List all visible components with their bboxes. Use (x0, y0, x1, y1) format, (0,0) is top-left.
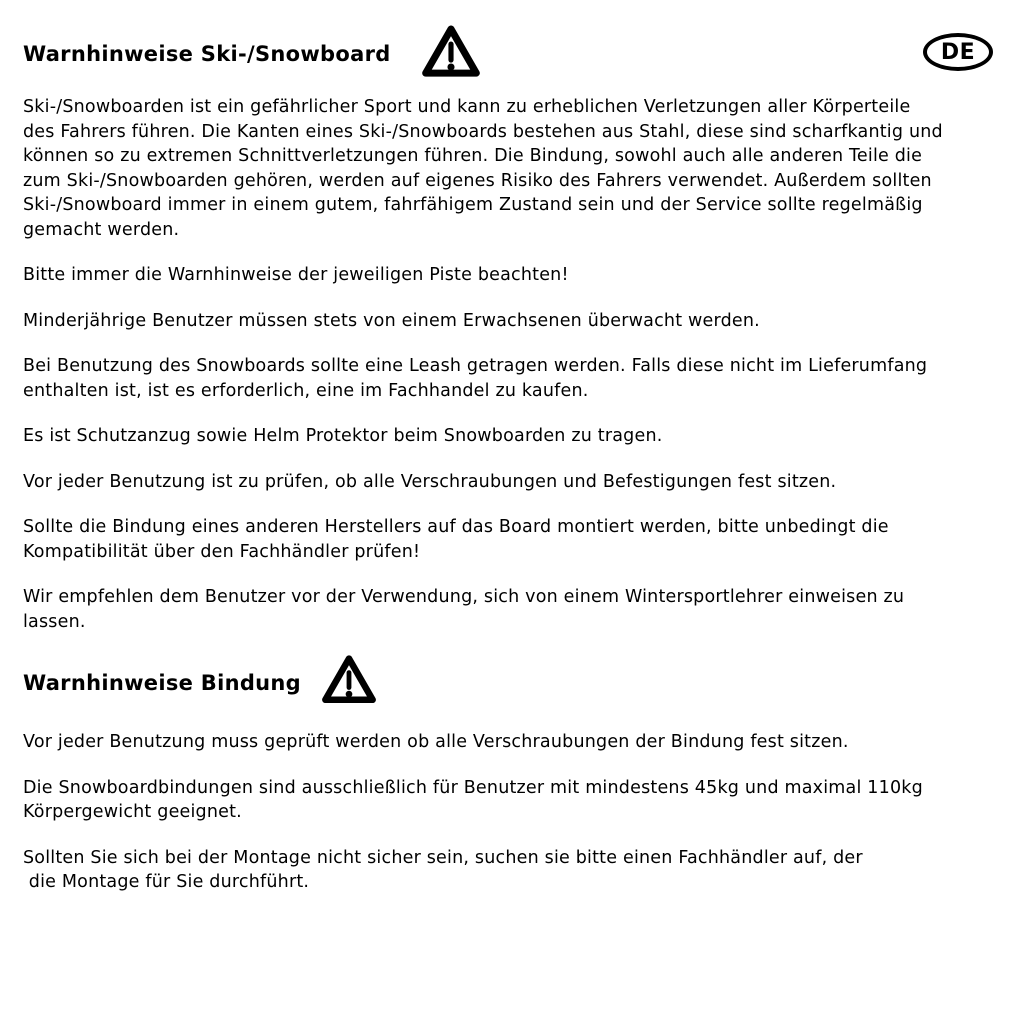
text-line: Bitte immer die Warnhinweise der jeweiligen Piste beachten! (23, 265, 569, 285)
text-line: zum Ski-/Snowboarden gehören, werden auf eigenes Risiko des Fahrers verwendet. Außerdem sollten (23, 170, 932, 191)
text-line: des Fahrers führen. Die Kanten eines Ski-/Snowboards bestehen aus Stahl, diese sind scharfkantig und (23, 121, 943, 142)
text-line: enthalten ist, ist es erforderlich, eine im Fachhandel zu kaufen. (23, 380, 589, 401)
section-ski-snowboard-heading-row (23, 25, 1004, 83)
section-bindung-body (23, 730, 1004, 895)
text-line: Sollte die Bindung eines anderen Herstellers auf das Board montiert werden, bitte unbedingt die (23, 517, 889, 537)
text-line: Vor jeder Benutzung ist zu prüfen, ob alle Verschraubungen und Befestigungen fest sitzen. (23, 471, 837, 492)
text-line: Es ist Schutzanzug sowie Helm Protektor beim Snowboarden zu tragen. (23, 426, 663, 446)
text-line: die Montage für Sie durchführt. (23, 872, 310, 892)
text-line: Ski-/Snowboarden ist ein gefährlicher Sport und kann zu erheblichen Verletzungen aller Körperteile (23, 97, 911, 117)
text-line: Wir empfehlen dem Benutzer vor der Verwendung, sich von einem Wintersportlehrer einweisen zu (23, 587, 905, 607)
paragraph-minors-supervision (23, 309, 1004, 334)
text-line: Sollten Sie sich bei der Montage nicht sicher sein, suchen sie bitte einen Fachhändler auf, der (23, 847, 863, 868)
text-line: gemacht werden. (23, 219, 180, 240)
section-ski-snowboard-title: Warnhinweise Ski-/Snowboard (23, 42, 391, 66)
section-bindung-heading-row (23, 655, 1004, 710)
paragraph-risk-warning (23, 95, 1004, 242)
warning-triangle-icon (421, 24, 481, 85)
text-line: Vor jeder Benutzung muss geprüft werden ob alle Verschraubungen der Bindung fest sitzen. (23, 732, 849, 752)
text-line: Körpergewicht geeignet. (23, 802, 242, 822)
section-bindung-title: Warnhinweise Bindung (23, 670, 302, 695)
text-line: Ski-/Snowboard immer in einem gutem, fahrfähigem Zustand sein und der Service sollte regelmäßig (23, 195, 923, 215)
language-badge-label: DE (940, 39, 976, 65)
text-line: Minderjährige Benutzer müssen stets von einem Erwachsenen überwacht werden. (23, 310, 760, 331)
language-badge (923, 33, 993, 71)
paragraph-binding-check (23, 730, 1004, 755)
text-line: Kompatibilität über den Fachhändler prüfen! (23, 541, 421, 562)
warning-triangle-icon (321, 653, 377, 712)
paragraph-weight-limits (23, 776, 1004, 825)
paragraph-binding-compatibility (23, 515, 1004, 564)
text-line: Die Snowboardbindungen sind ausschließlich für Benutzer mit mindestens 45kg und maximal 110kg (23, 777, 923, 798)
section-ski-snowboard-body (23, 95, 1004, 634)
text-line: lassen. (23, 611, 86, 632)
paragraph-check-screws (23, 470, 1004, 495)
paragraph-mounting-dealer (23, 846, 1004, 895)
paragraph-piste-warnings (23, 263, 1004, 288)
text-line: Bei Benutzung des Snowboards sollte eine Leash getragen werden. Falls diese nicht im Lieferumfang (23, 356, 928, 376)
paragraph-protective-gear (23, 424, 1004, 449)
paragraph-leash (23, 354, 1004, 403)
text-line: können so zu extremen Schnittverletzungen führen. Die Bindung, sowohl auch alle anderen Teile die (23, 146, 923, 166)
paragraph-instructor-recommendation (23, 585, 1004, 634)
